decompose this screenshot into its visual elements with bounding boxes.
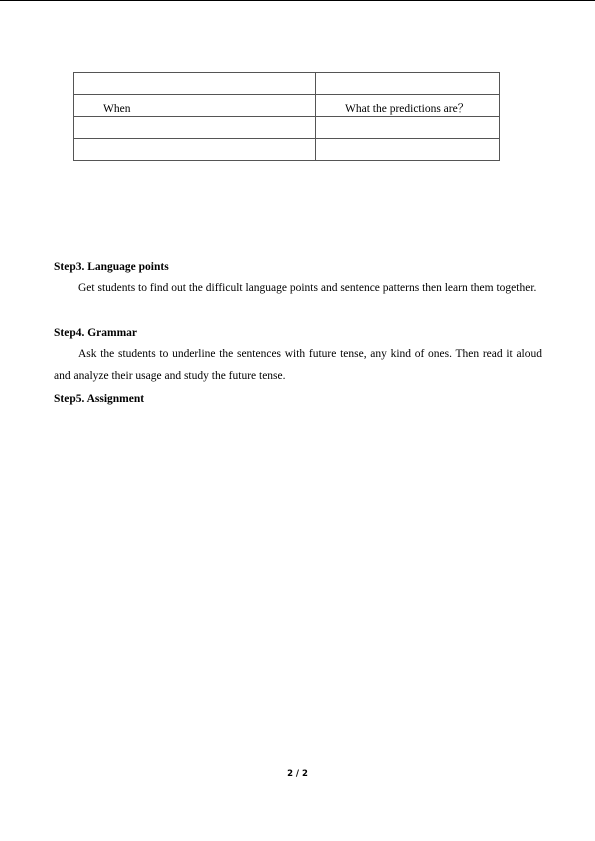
step3-text: Get students to find out the difficult language points and sentence patterns then learn them together. bbox=[78, 282, 537, 294]
table-cell bbox=[316, 139, 500, 161]
table-row bbox=[74, 73, 500, 95]
table-cell bbox=[316, 73, 500, 95]
step4-text: Ask the students to underline the sentences with future tense, any kind of ones. Then read it aloud and analyze their usage and study the future tense. bbox=[54, 348, 542, 382]
table-cell bbox=[316, 117, 500, 139]
step3-heading: Step3. Language points bbox=[54, 261, 169, 273]
predictions-table bbox=[73, 72, 500, 161]
table-header-when: When bbox=[74, 95, 316, 117]
table-header-predictions: What the predictions are？ bbox=[316, 95, 500, 117]
table-cell bbox=[74, 73, 316, 95]
page-number: 2 / 2 bbox=[287, 769, 308, 779]
top-border-line bbox=[0, 0, 595, 1]
table-row bbox=[74, 139, 500, 161]
table-row bbox=[74, 95, 500, 117]
step4-heading: Step4. Grammar bbox=[54, 327, 138, 339]
table-cell bbox=[74, 117, 316, 139]
step5-heading: Step5. Assignment bbox=[54, 393, 145, 405]
table-cell bbox=[74, 139, 316, 161]
table-row bbox=[74, 117, 500, 139]
